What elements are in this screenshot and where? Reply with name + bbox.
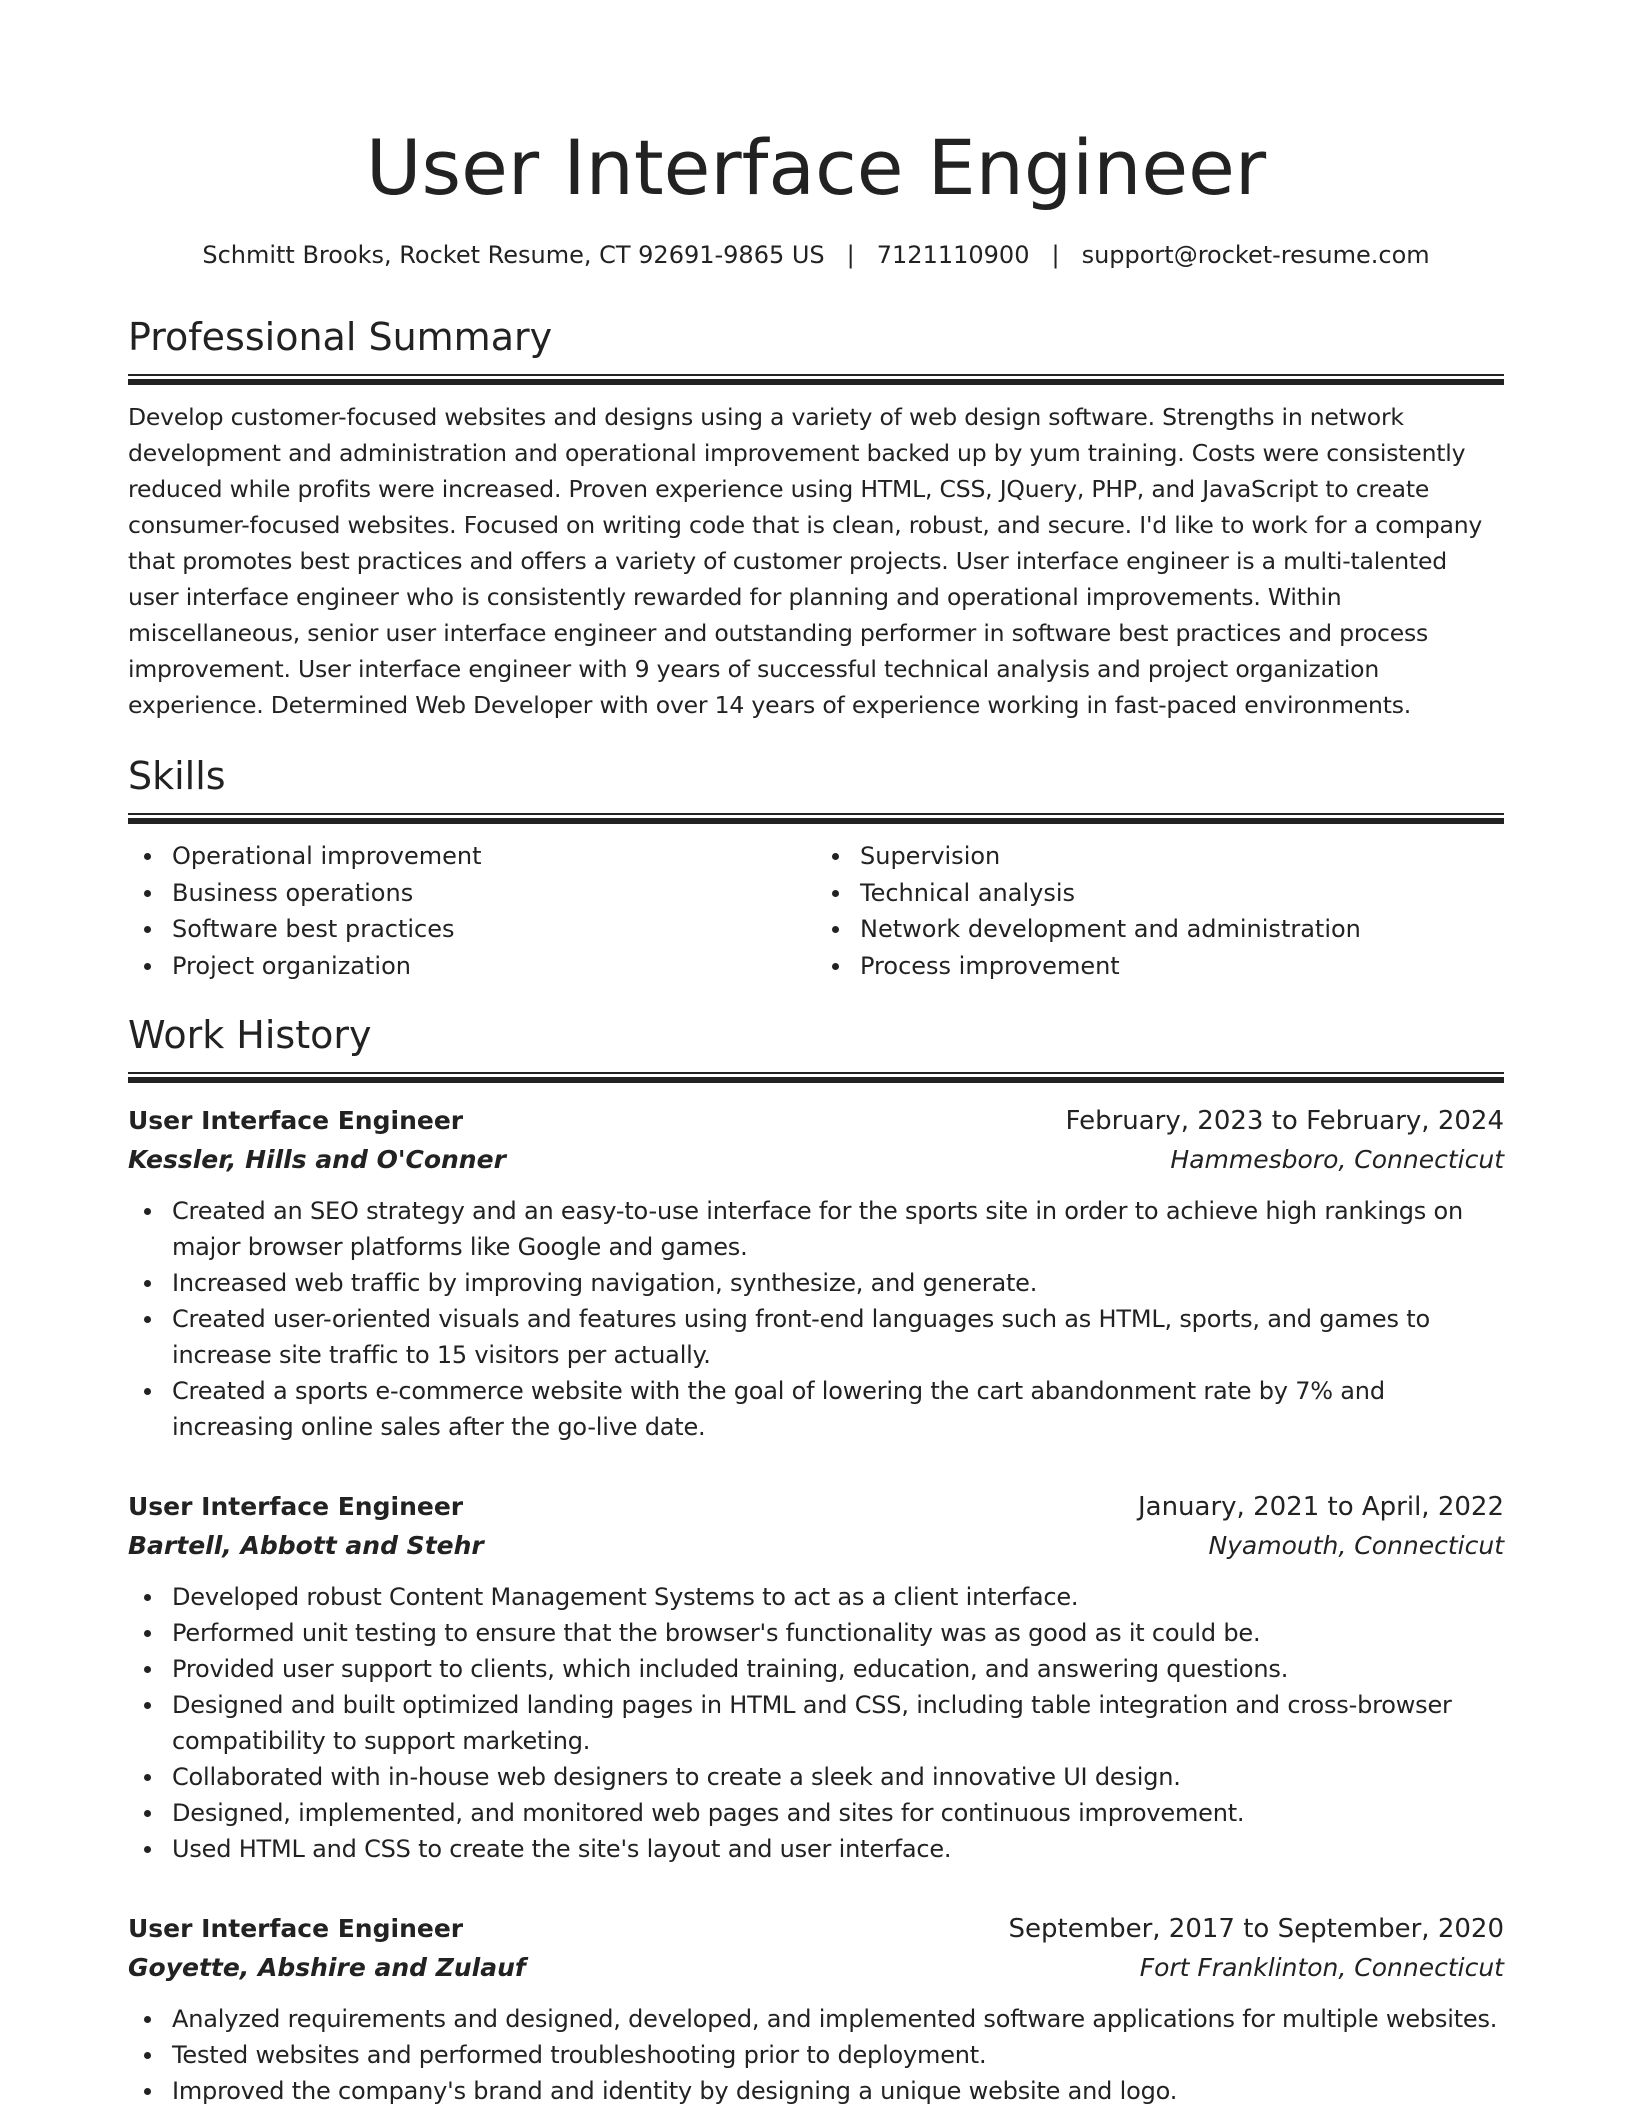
skills-columns <box>128 838 1504 984</box>
contact-email: support@rocket-resume.com <box>1081 241 1430 269</box>
contact-address: Schmitt Brooks, Rocket Resume, CT 92691-9865 US <box>202 241 825 269</box>
job-bullet: Provided user support to clients, which included training, education, and answering questions. <box>128 1651 1504 1687</box>
job-entry <box>128 1101 1504 1445</box>
job-bullet: Increased web traffic by improving navigation, synthesize, and generate. <box>128 1265 1504 1301</box>
job-company-row <box>128 1527 1504 1565</box>
job-dates: September, 2017 to September, 2020 <box>1008 1914 1504 1944</box>
job-bullet: Performed unit testing to ensure that the browser's functionality was as good as it could be. <box>128 1615 1504 1651</box>
job-header-row <box>128 1487 1504 1527</box>
work-history-section <box>128 1010 1504 2109</box>
section-title: Professional Summary <box>128 315 553 359</box>
job-company: Kessler, Hills and O'Conner <box>128 1145 506 1174</box>
contact-phone: 7121110900 <box>876 241 1030 269</box>
job-dates: January, 2021 to April, 2022 <box>1137 1492 1504 1522</box>
job-company: Bartell, Abbott and Stehr <box>128 1531 484 1560</box>
summary-text: Develop customer-focused websites and designs using a variety of web design software. Strengths in network development and administration and operational improvement backed up by yum training. Costs were consistently reduced while profits were increased. Proven experience using HTML, CSS, JQuery, PHP, and JavaScript to create consumer-focused websites. Focused on writing code that is clean, robust, and secure. I'd like to work for a company that promotes best practices and offers a variety of customer projects. User interface engineer is a multi-talented user interface engineer who is consistently rewarded for planning and operational improvements. Within miscellaneous, senior user interface engineer and outstanding performer in software best practices and process improvement. User interface engineer with 9 years of successful technical analysis and project organization experience. Determined Web Developer with over 14 years of experience working in fast-paced environments. <box>128 403 1483 719</box>
skill-item: Process improvement <box>816 948 1504 985</box>
job-title: User Interface Engineer <box>128 1914 464 1943</box>
job-bullet: Developed robust Content Management Systems to act as a client interface. <box>128 1579 1504 1615</box>
job-bullet: Created a sports e-commerce website with the goal of lowering the cart abandonment rate by 7% and increasing online sales after the go-live date. <box>128 1373 1504 1445</box>
skill-item: Software best practices <box>128 911 816 948</box>
job-location: Hammesboro, Connecticut <box>1170 1145 1504 1174</box>
skills-section <box>128 751 1504 984</box>
job-title: User Interface Engineer <box>128 1106 464 1135</box>
job-location: Fort Franklinton, Connecticut <box>1139 1953 1504 1982</box>
job-company: Goyette, Abshire and Zulauf <box>128 1953 526 1982</box>
resume-name: User Interface Engineer <box>365 123 1267 212</box>
contact-separator: | <box>846 241 855 269</box>
job-company-row <box>128 1949 1504 1987</box>
skill-item: Operational improvement <box>128 838 816 875</box>
job-bullet: Analyzed requirements and designed, developed, and implemented software applications for multiple websites. <box>128 2001 1504 2037</box>
skill-item: Project organization <box>128 948 816 985</box>
skill-item: Business operations <box>128 875 816 912</box>
job-dates: February, 2023 to February, 2024 <box>1065 1106 1504 1136</box>
job-entry <box>128 1909 1504 2109</box>
job-entry <box>128 1487 1504 1867</box>
skills-right-column <box>816 838 1504 984</box>
contact-separator: | <box>1051 241 1060 269</box>
job-title: User Interface Engineer <box>128 1492 464 1521</box>
skill-item: Technical analysis <box>816 875 1504 912</box>
job-bullet: Created user-oriented visuals and features using front-end languages such as HTML, sports, and games to increase site traffic to 15 visitors per actually. <box>128 1301 1504 1373</box>
job-bullet: Collaborated with in-house web designers to create a sleek and innovative UI design. <box>128 1759 1504 1795</box>
job-header-row <box>128 1909 1504 1949</box>
professional-summary-section <box>128 312 1504 723</box>
job-header-row <box>128 1101 1504 1141</box>
job-bullets <box>128 2001 1504 2109</box>
job-bullet: Designed and built optimized landing pages in HTML and CSS, including table integration and cross-browser compatibility to support marketing. <box>128 1687 1504 1759</box>
job-bullet: Tested websites and performed troubleshooting prior to deployment. <box>128 2037 1504 2073</box>
job-bullet: Used HTML and CSS to create the site's layout and user interface. <box>128 1831 1504 1867</box>
section-divider <box>128 813 1504 824</box>
job-bullets <box>128 1193 1504 1445</box>
job-bullet: Created an SEO strategy and an easy-to-use interface for the sports site in order to achieve high rankings on major browser platforms like Google and games. <box>128 1193 1504 1265</box>
skill-item: Network development and administration <box>816 911 1504 948</box>
job-company-row <box>128 1141 1504 1179</box>
section-title: Skills <box>128 754 226 798</box>
skill-item: Supervision <box>816 838 1504 875</box>
section-divider <box>128 1072 1504 1083</box>
job-location: Nyamouth, Connecticut <box>1208 1531 1504 1560</box>
section-divider <box>128 374 1504 385</box>
section-title: Work History <box>128 1013 372 1057</box>
job-bullets <box>128 1579 1504 1867</box>
contact-line <box>128 238 1504 272</box>
skills-left-column <box>128 838 816 984</box>
job-bullet: Designed, implemented, and monitored web pages and sites for continuous improvement. <box>128 1795 1504 1831</box>
job-bullet: Improved the company's brand and identity by designing a unique website and logo. <box>128 2073 1504 2109</box>
